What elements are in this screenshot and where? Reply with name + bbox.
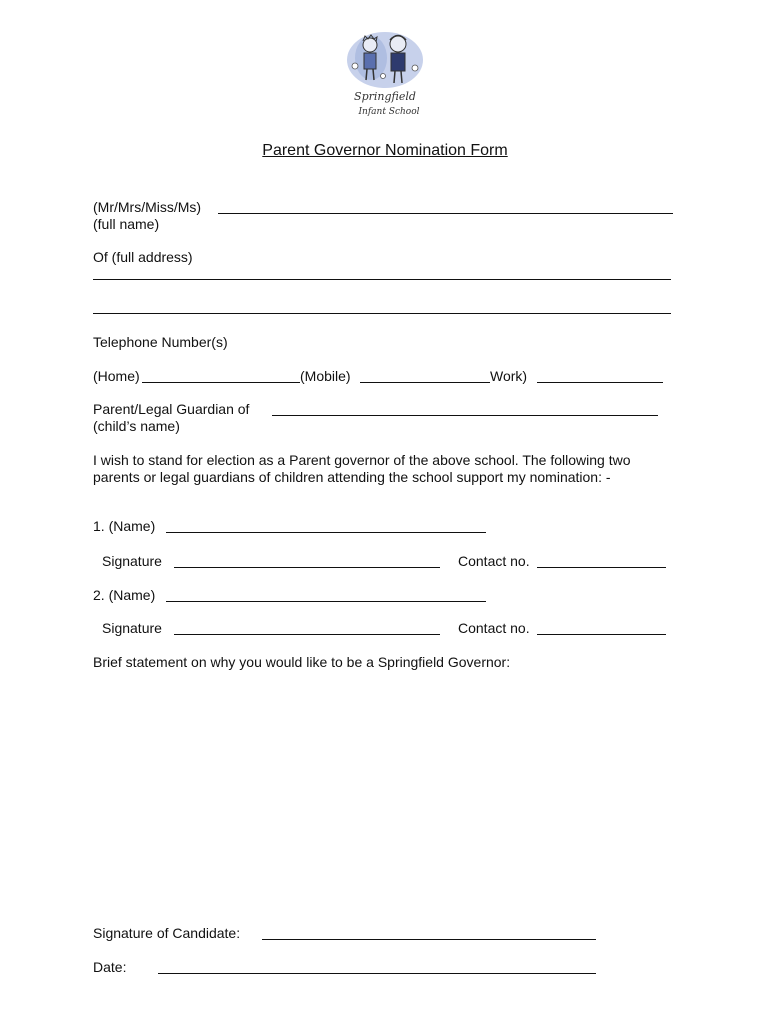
full-name-field[interactable] — [218, 213, 673, 214]
full-name-sublabel: (full name) — [93, 216, 160, 232]
guardian-label: Parent/Legal Guardian of — [93, 401, 250, 417]
telephone-label: Telephone Number(s) — [93, 334, 228, 350]
supporter-1-contact-field[interactable] — [537, 567, 666, 568]
brief-statement-area[interactable] — [93, 676, 671, 912]
supporter-2-name-label: 2. (Name) — [93, 587, 156, 603]
supporter-2-name-field[interactable] — [166, 601, 486, 602]
brief-statement-label: Brief statement on why you would like to be a Springfield Governor: — [93, 654, 511, 670]
home-phone-label: (Home) — [93, 368, 140, 384]
logo-line2: Infant School — [358, 107, 420, 117]
name-label: (Mr/Mrs/Miss/Ms) — [93, 199, 202, 215]
nomination-statement: I wish to stand for election as a Parent governor of the above school. The following two parents or legal guardians of children attending the school support my nomination: - — [93, 452, 631, 485]
school-logo — [343, 28, 427, 118]
page-title: Parent Governor Nomination Form — [262, 142, 508, 159]
address-line-1[interactable] — [93, 279, 671, 280]
supporter-2-contact-field[interactable] — [537, 634, 666, 635]
supporter-1-name-field[interactable] — [166, 532, 486, 533]
candidate-signature-field[interactable] — [262, 939, 596, 940]
child-name-sublabel: (child’s name) — [93, 418, 180, 434]
work-phone-label: Work) — [490, 368, 528, 384]
date-field[interactable] — [158, 973, 596, 974]
supporter-2-contact-label: Contact no. — [458, 620, 530, 636]
work-phone-field[interactable] — [537, 382, 663, 383]
supporter-1-name-label: 1. (Name) — [93, 518, 156, 534]
supporter-2-signature-field[interactable] — [174, 634, 440, 635]
mobile-phone-label: (Mobile) — [300, 368, 351, 384]
date-label: Date: — [93, 959, 127, 975]
child-name-field[interactable] — [272, 415, 658, 416]
supporter-1-contact-label: Contact no. — [458, 553, 530, 569]
address-line-2[interactable] — [93, 313, 671, 314]
supporter-2-signature-label: Signature — [102, 620, 162, 636]
supporter-1-signature-label: Signature — [102, 553, 162, 569]
address-label: Of (full address) — [93, 249, 193, 265]
home-phone-field[interactable] — [142, 382, 300, 383]
candidate-signature-label: Signature of Candidate: — [93, 925, 241, 941]
mobile-phone-field[interactable] — [360, 382, 490, 383]
supporter-1-signature-field[interactable] — [174, 567, 440, 568]
logo-line1: Springfield — [354, 90, 416, 103]
